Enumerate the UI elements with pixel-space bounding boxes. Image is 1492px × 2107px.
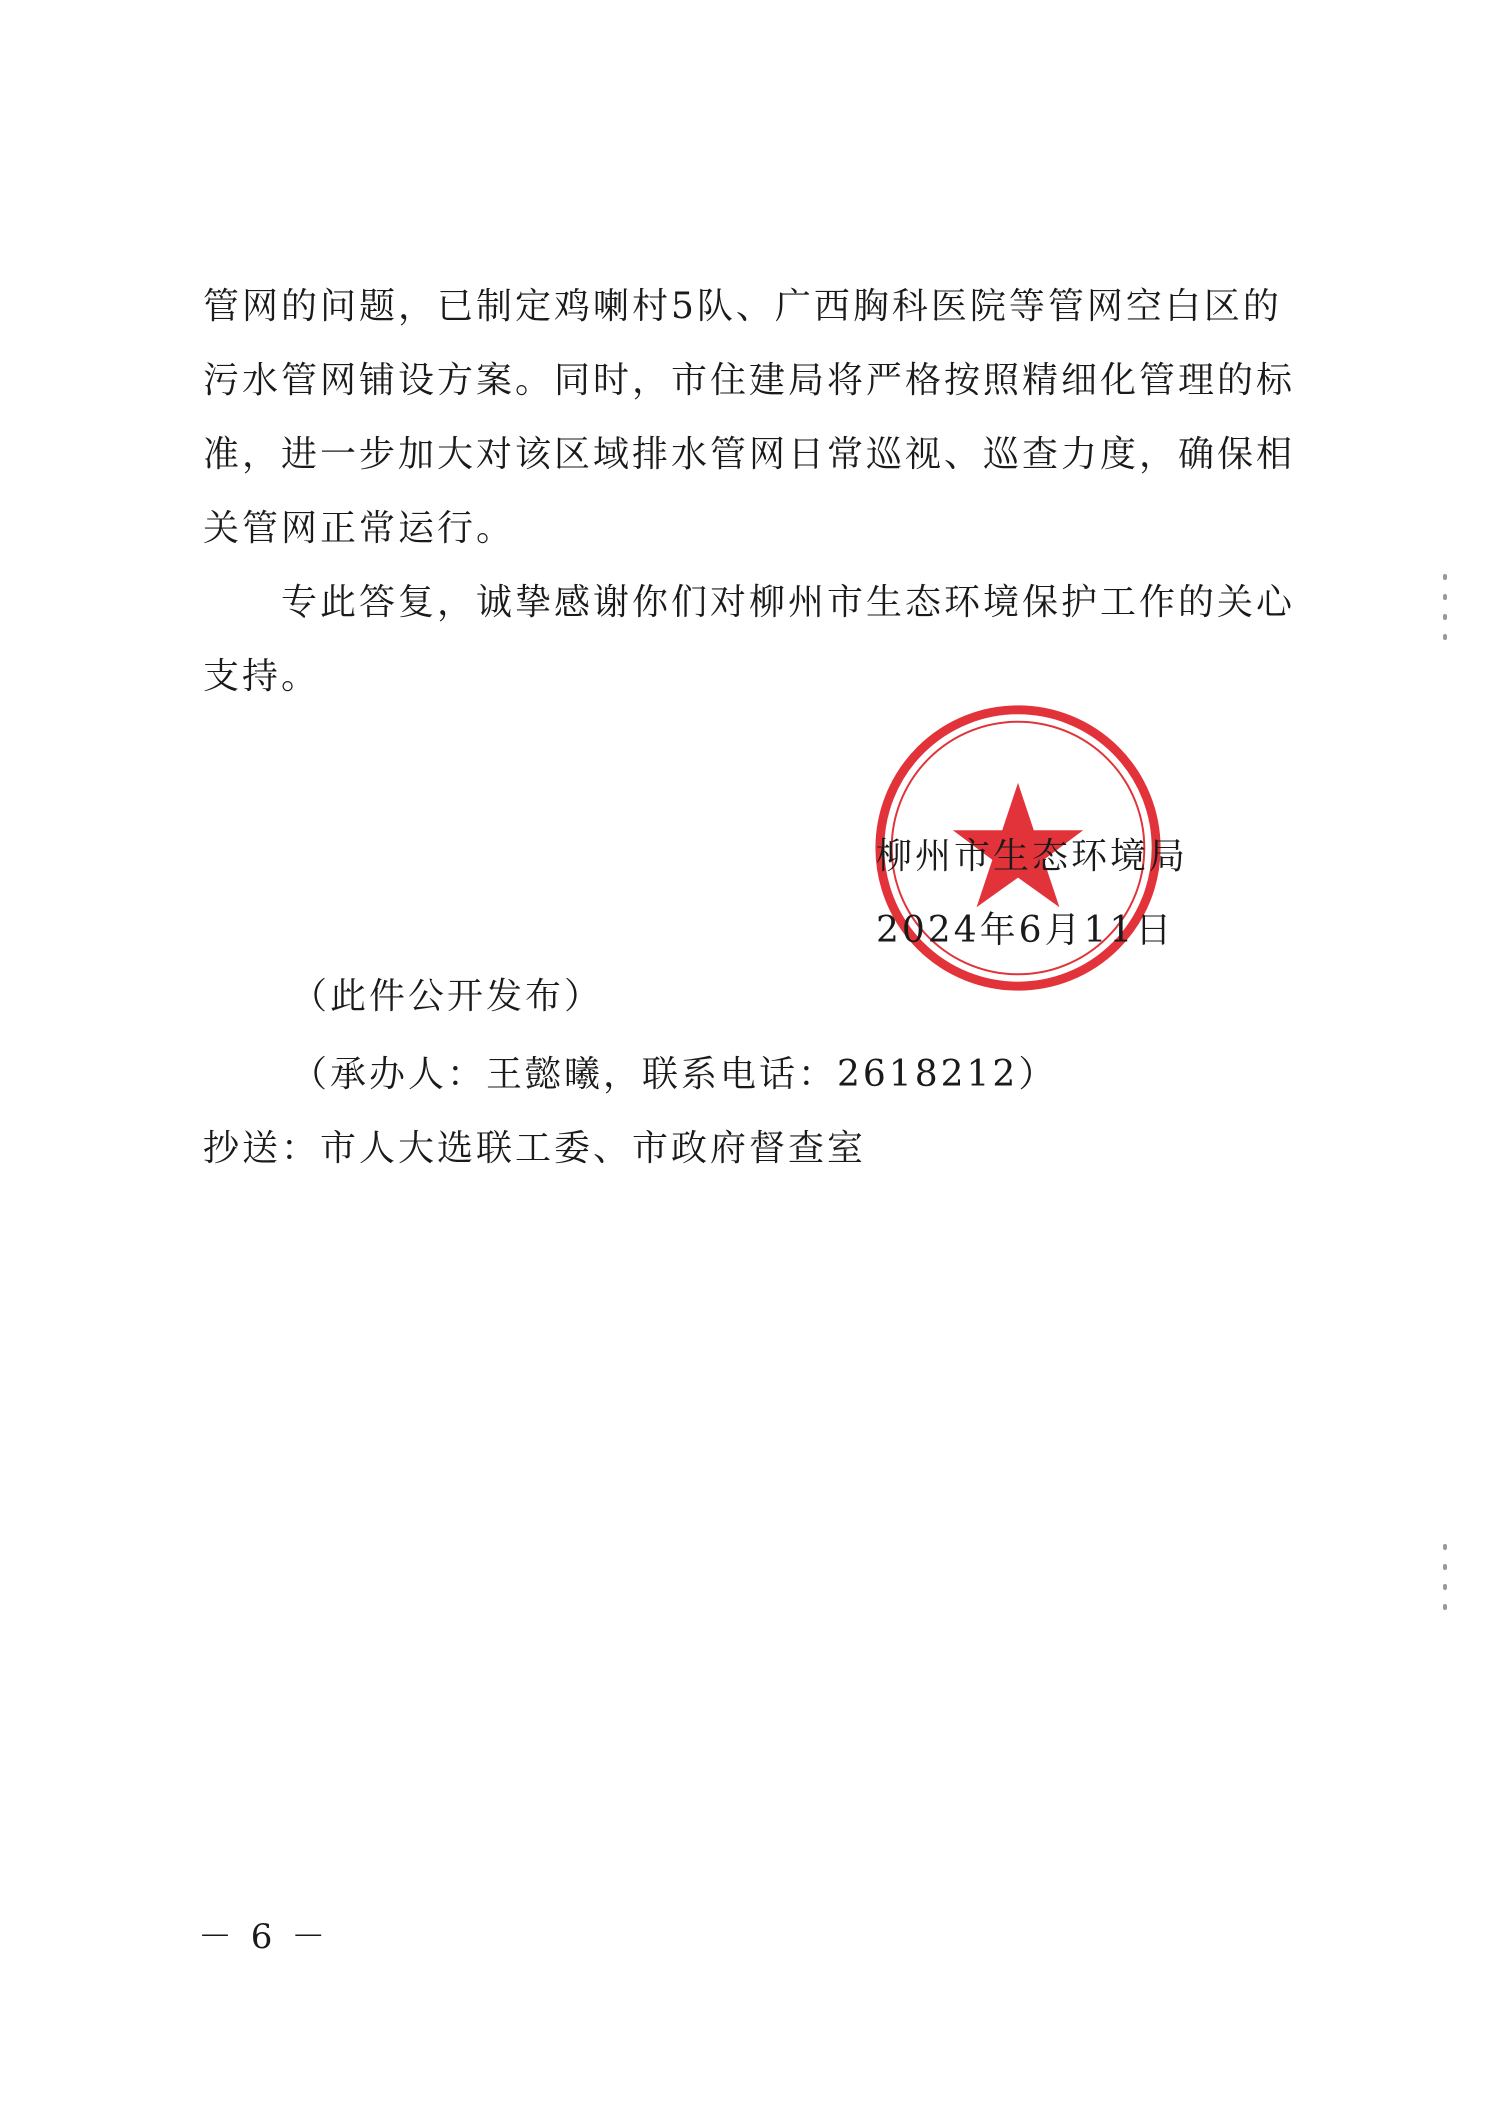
signature-date: 2024年6月11日 (876, 910, 1175, 951)
public-release-note: （此件公开发布） (291, 976, 604, 1017)
signature-organization: 柳州市生态环境局 (876, 836, 1189, 877)
contact-note: （承办人：王懿曦，联系电话：2618212） (291, 1054, 1058, 1095)
scan-binding-marks-top (1430, 560, 1460, 654)
scan-binding-marks-bottom (1430, 1530, 1460, 1624)
cc-line: 抄送：市人大选联工委、市政府督查室 (203, 1128, 867, 1169)
paragraph-continued: 管网的问题，已制定鸡喇村5队、广西胸科医院等管网空白区的污水管网铺设方案。同时，市住建局将严格按照精细化管理的标准，进一步加大对该区域排水管网日常巡视、巡查力度，确保相关管网正常运行。 (203, 286, 1296, 549)
body-text (203, 270, 1313, 714)
page-number: － 6 － (198, 1917, 330, 1957)
paragraph-closing: 专此答复，诚挚感谢你们对柳州市生态环境保护工作的关心支持。 (203, 582, 1296, 697)
